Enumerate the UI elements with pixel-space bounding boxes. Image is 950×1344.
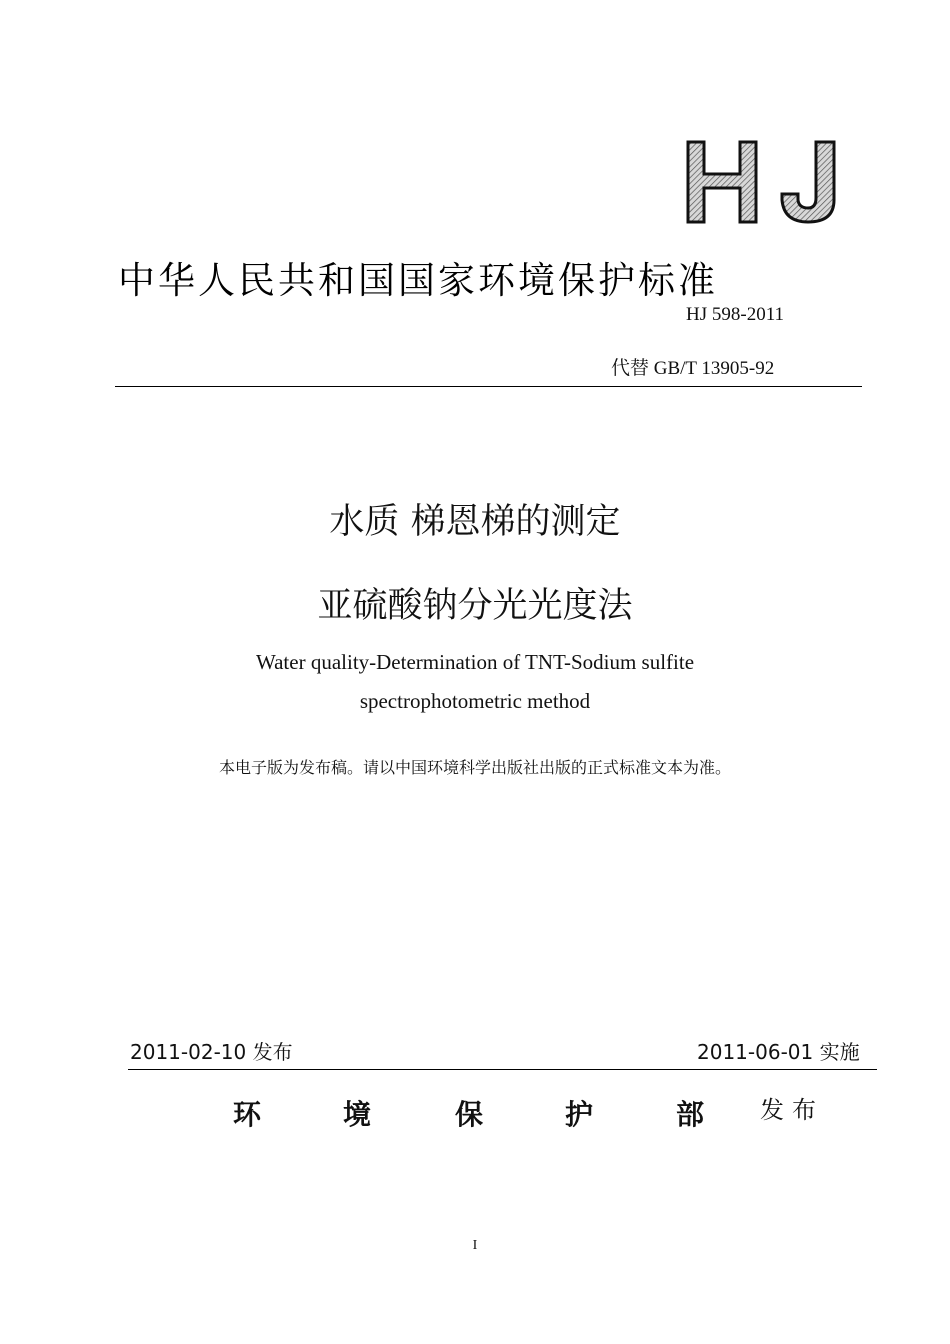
- electronic-version-note: 本电子版为发布稿。请以中国环境科学出版社出版的正式标准文本为准。: [218, 758, 731, 777]
- page-number: I: [472, 1238, 478, 1253]
- issue-date: 2011-02-10 发布: [130, 1040, 293, 1064]
- publish-label: 发布: [760, 1096, 824, 1124]
- title-english-line-2: spectrophotometric method: [359, 689, 591, 713]
- issuing-organization: 中华人民共和国国家环境保护标准: [118, 259, 718, 302]
- replaces-standard: 代替 GB/T 13905-92: [611, 358, 775, 379]
- publisher-char: 部: [676, 1098, 705, 1131]
- hj-logo: [684, 138, 844, 226]
- publisher-char: 护: [565, 1098, 594, 1131]
- publisher-char: 境: [343, 1098, 372, 1131]
- effective-date: 2011-06-01 实施: [697, 1040, 860, 1064]
- title-chinese-line-2: 亚硫酸钠分光光度法: [317, 586, 633, 626]
- standard-number: HJ 598-2011: [686, 304, 784, 325]
- title-english-line-1: Water quality-Determination of TNT-Sodium sulfite: [255, 650, 695, 674]
- title-chinese-line-1: 水质 梯恩梯的测定: [329, 502, 621, 542]
- footer-divider: [128, 1069, 877, 1070]
- publisher-char: 环: [233, 1098, 262, 1131]
- publisher-char: 保: [455, 1098, 484, 1131]
- header-divider: [115, 386, 862, 387]
